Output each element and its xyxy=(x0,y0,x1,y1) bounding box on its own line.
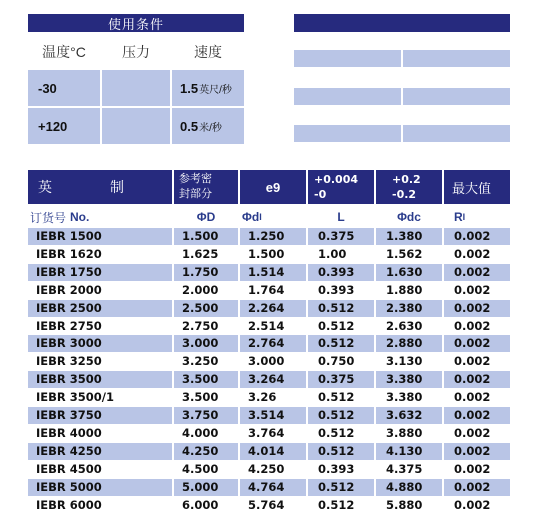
cell-phi-D: 5.000 xyxy=(174,479,238,496)
header-tol-L-line2: -0 xyxy=(314,188,327,201)
conditions-pressure-cell xyxy=(102,108,170,144)
cell-phi-dc: 4.130 xyxy=(376,443,442,460)
cell-phi-D: 1.750 xyxy=(174,264,238,281)
table-row xyxy=(28,407,510,424)
table-row xyxy=(28,282,510,299)
cell-phi-dc: 1.880 xyxy=(386,282,423,297)
cell-R1: 0.002 xyxy=(454,497,491,512)
header-max-value: 最大值 xyxy=(444,170,510,204)
cell-L: 0.375 xyxy=(308,228,374,245)
cell-phi-dc: 1.562 xyxy=(386,246,423,261)
cell-phi-d1: 1.250 xyxy=(240,228,306,245)
cell-L: 0.512 xyxy=(318,425,355,440)
cell-R1: 0.002 xyxy=(444,264,510,281)
conditions-header-pressure: 压力 xyxy=(122,44,150,60)
table-row xyxy=(28,461,510,478)
cell-R1: 0.002 xyxy=(454,354,491,369)
cell-L: 0.393 xyxy=(318,461,355,476)
cell-phi-d1: 5.764 xyxy=(248,497,285,512)
subheader-phi-dc: Φdc xyxy=(397,210,421,224)
cell-L: 0.375 xyxy=(308,371,374,388)
cell-phi-dc: 2.880 xyxy=(376,335,442,352)
conditions-header-temperature: 温度°C xyxy=(42,44,86,60)
cell-order-number: IEBR 3750 xyxy=(28,407,172,424)
cell-L: 0.393 xyxy=(318,282,355,297)
cell-phi-D: 1.625 xyxy=(182,246,219,261)
R-label: R xyxy=(454,210,463,224)
phi-d1-label: Φd xyxy=(242,210,260,224)
blank-table-cell xyxy=(403,50,510,67)
cell-order-number: IEBR 3500 xyxy=(28,371,172,388)
cell-L: 0.393 xyxy=(308,264,374,281)
cell-phi-dc: 3.380 xyxy=(386,390,423,405)
speed-value: 1.5 xyxy=(180,80,199,96)
cell-phi-D: 4.000 xyxy=(182,425,219,440)
cell-phi-dc: 3.880 xyxy=(386,425,423,440)
cell-L: 0.512 xyxy=(308,443,374,460)
cell-R1: 0.002 xyxy=(454,246,491,261)
conditions-speed-metric xyxy=(172,108,244,144)
conditions-temp-high: +120 xyxy=(28,108,100,144)
header-tolerance-e9: e9 xyxy=(240,170,306,204)
cell-phi-d1: 3.514 xyxy=(240,407,306,424)
cell-order-number: IEBR 3000 xyxy=(28,335,172,352)
subheader-R xyxy=(444,208,510,226)
cell-phi-dc: 4.880 xyxy=(376,479,442,496)
cell-phi-d1: 1.764 xyxy=(248,282,285,297)
cell-L: 0.512 xyxy=(318,390,355,405)
cell-order-number: IEBR 3500/1 xyxy=(36,390,114,405)
cell-R1: 0.002 xyxy=(454,425,491,440)
table-row xyxy=(28,264,510,281)
cell-order-number: IEBR 2500 xyxy=(28,300,172,317)
cell-L: 1.00 xyxy=(318,246,347,261)
cell-phi-d1: 2.514 xyxy=(248,318,285,333)
header-tolerance-dc xyxy=(376,170,442,204)
table-row xyxy=(28,318,510,335)
cell-phi-d1: 2.764 xyxy=(240,335,306,352)
cell-phi-dc: 1.630 xyxy=(376,264,442,281)
cell-R1: 0.002 xyxy=(444,335,510,352)
cell-phi-d1: 3.26 xyxy=(248,390,277,405)
phi-d1-subscript: I xyxy=(259,212,262,222)
cell-phi-dc: 1.380 xyxy=(376,228,442,245)
subheader-L: L xyxy=(337,210,345,224)
cell-phi-d1: 2.264 xyxy=(240,300,306,317)
conditions-speed-imperial xyxy=(172,70,244,106)
cell-L: 0.512 xyxy=(308,407,374,424)
cell-order-number: IEBR 5000 xyxy=(28,479,172,496)
cell-order-number: IEBR 1620 xyxy=(36,246,102,261)
blank-table-cell xyxy=(403,88,510,105)
cell-phi-d1: 1.500 xyxy=(248,246,285,261)
header-system-a: 英 xyxy=(38,179,52,195)
conditions-temp-low: -30 xyxy=(28,70,100,106)
speed-unit: 米/秒 xyxy=(199,122,222,134)
table-row xyxy=(28,497,510,514)
cell-order-number: IEBR 6000 xyxy=(36,497,102,512)
cell-L: 0.512 xyxy=(318,318,355,333)
cell-phi-D: 6.000 xyxy=(182,497,219,512)
cell-order-number: IEBR 4000 xyxy=(36,425,102,440)
table-row xyxy=(28,246,510,263)
speed-unit: 英尺/秒 xyxy=(199,84,232,96)
cell-phi-dc: 5.880 xyxy=(386,497,423,512)
header-tol-L-line1: +0.004 xyxy=(314,173,359,186)
cell-phi-dc: 4.375 xyxy=(386,461,423,476)
cell-R1: 0.002 xyxy=(444,479,510,496)
order-no-suffix: No. xyxy=(70,210,90,224)
table-row xyxy=(28,300,510,317)
header-ref-line1: 参考密 xyxy=(179,173,212,185)
cell-phi-d1: 3.264 xyxy=(240,371,306,388)
cell-R1: 0.002 xyxy=(454,461,491,476)
cell-phi-D: 2.500 xyxy=(174,300,238,317)
speed-value: 0.5 xyxy=(180,118,199,134)
cell-order-number: IEBR 4500 xyxy=(36,461,102,476)
cell-phi-D: 2.000 xyxy=(182,282,219,297)
cell-phi-dc: 2.380 xyxy=(376,300,442,317)
cell-phi-d1: 4.014 xyxy=(240,443,306,460)
cell-order-number: IEBR 2000 xyxy=(36,282,102,297)
header-tol-dc-line1: +0.2 xyxy=(392,173,421,186)
cell-phi-D: 2.750 xyxy=(182,318,219,333)
header-tolerance-L xyxy=(308,170,374,204)
table-row xyxy=(28,335,510,352)
cell-phi-D: 3.000 xyxy=(174,335,238,352)
header-tol-dc-line2: -0.2 xyxy=(392,188,417,201)
cell-L: 0.512 xyxy=(318,497,355,512)
cell-phi-D: 3.500 xyxy=(182,390,219,405)
table-row xyxy=(28,228,510,245)
cell-phi-d1: 4.250 xyxy=(248,461,285,476)
cell-phi-D: 4.250 xyxy=(174,443,238,460)
cell-phi-D: 3.250 xyxy=(182,354,219,369)
cell-order-number: IEBR 3250 xyxy=(36,354,102,369)
header-reference-seal xyxy=(174,170,238,204)
header-measurement-system xyxy=(28,170,172,204)
cell-R1: 0.002 xyxy=(454,318,491,333)
conditions-title: 使用条件 xyxy=(28,14,244,32)
cell-order-number: IEBR 2750 xyxy=(36,318,102,333)
cell-phi-d1: 3.000 xyxy=(248,354,285,369)
blank-table-cell xyxy=(294,125,401,142)
blank-table-header xyxy=(294,14,510,32)
cell-L: 0.512 xyxy=(308,479,374,496)
blank-table-cell xyxy=(294,50,401,67)
blank-table-cell xyxy=(294,88,401,105)
header-ref-line2: 封部分 xyxy=(179,188,212,200)
subheader-order-number xyxy=(30,208,170,226)
cell-order-number: IEBR 1750 xyxy=(28,264,172,281)
cell-R1: 0.002 xyxy=(454,390,491,405)
cell-R1: 0.002 xyxy=(444,300,510,317)
R-subscript: I xyxy=(462,212,466,222)
cell-phi-d1: 4.764 xyxy=(240,479,306,496)
cell-phi-D: 4.500 xyxy=(182,461,219,476)
cell-phi-D: 3.500 xyxy=(174,371,238,388)
cell-phi-D: 1.500 xyxy=(174,228,238,245)
cell-L: 0.750 xyxy=(318,354,355,369)
cell-order-number: IEBR 4250 xyxy=(28,443,172,460)
table-row xyxy=(28,353,510,370)
cell-R1: 0.002 xyxy=(444,228,510,245)
cell-L: 0.512 xyxy=(308,335,374,352)
order-no-label: 订货号 xyxy=(30,210,67,225)
table-row xyxy=(28,371,510,388)
table-row xyxy=(28,479,510,496)
table-row xyxy=(28,425,510,442)
cell-R1: 0.002 xyxy=(454,282,491,297)
conditions-pressure-cell xyxy=(102,70,170,106)
cell-phi-dc: 2.630 xyxy=(386,318,423,333)
blank-table-cell xyxy=(403,125,510,142)
cell-R1: 0.002 xyxy=(444,443,510,460)
cell-phi-dc: 3.380 xyxy=(376,371,442,388)
table-row xyxy=(28,443,510,460)
cell-R1: 0.002 xyxy=(444,407,510,424)
subheader-phi-D: ΦD xyxy=(196,210,216,224)
cell-L: 0.512 xyxy=(308,300,374,317)
cell-order-number: IEBR 1500 xyxy=(28,228,172,245)
cell-phi-D: 3.750 xyxy=(174,407,238,424)
cell-phi-d1: 1.514 xyxy=(240,264,306,281)
header-system-b: 制 xyxy=(110,179,124,195)
subheader-phi-d1 xyxy=(242,208,302,226)
table-row xyxy=(28,389,510,406)
conditions-header-speed: 速度 xyxy=(194,44,222,60)
cell-phi-dc: 3.130 xyxy=(386,354,423,369)
cell-phi-dc: 3.632 xyxy=(376,407,442,424)
cell-phi-d1: 3.764 xyxy=(248,425,285,440)
cell-R1: 0.002 xyxy=(444,371,510,388)
